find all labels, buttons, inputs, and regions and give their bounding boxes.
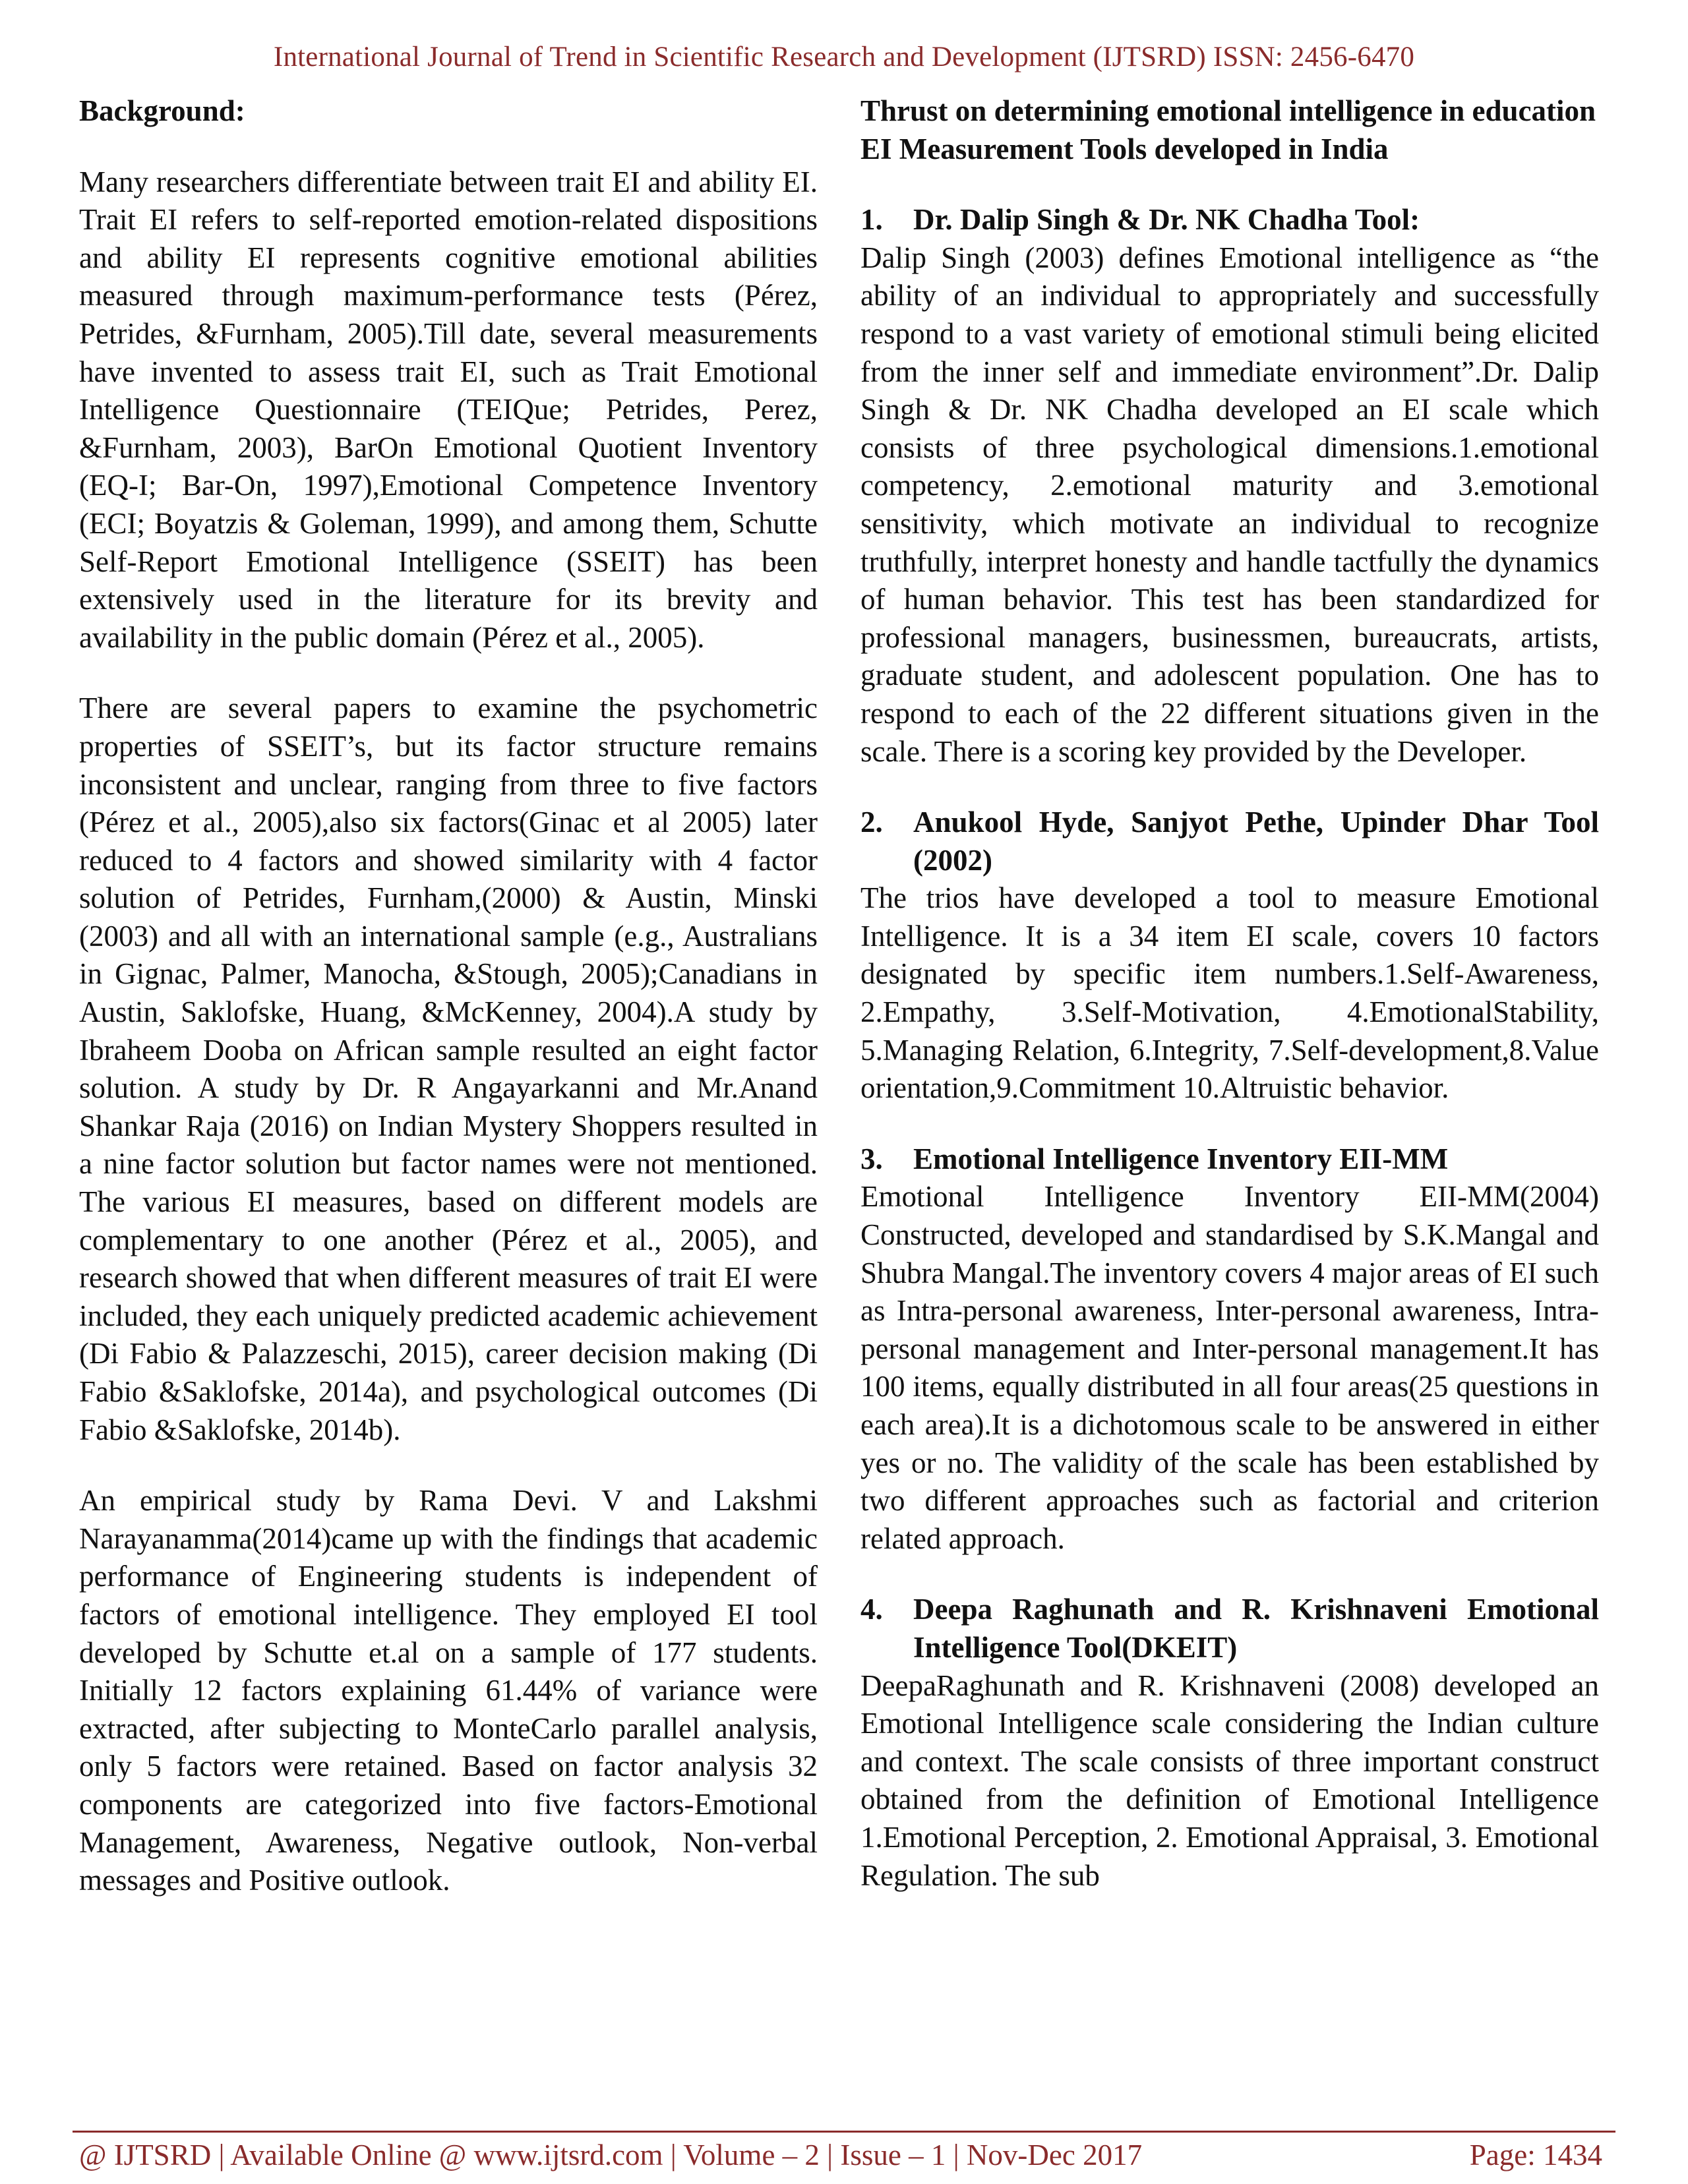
tool-2-title: Anukool Hyde, Sanjyot Pethe, Upinder Dhar Tool (2002) — [913, 806, 1599, 877]
footer-citation: @ IJTSRD | Available Online @ www.ijtsrd.com | Volume – 2 | Issue – 1 | Nov-Dec 2017 — [79, 2139, 1143, 2171]
tool-4-title: Deepa Raghunath and R. Krishnaveni Emotional Intelligence Tool(DKEIT) — [913, 1593, 1599, 1664]
tool-1-body: Dalip Singh (2003) defines Emotional intelligence as “the ability of an individual to appropriately and successfully respond to a vast variety of emotional stimuli being elicited from the inner self and immediate environment”.Dr. Dalip Singh & Dr. NK Chadha developed an EI scale which consists of three psychological dimensions.1.emotional competency, 2.emotional maturity and 3.emotional sensitivity, which motivate an individual to recognize truthfully, interpret honesty and handle tactfully the dynamics of human behavior. This test has been standardized for professional managers, businessmen, bureaucrats, artists, graduate student, and adolescent population. One has to respond to each of the 22 different situations given in the scale. There is a scoring key provided by the Developer. — [860, 241, 1599, 768]
tool-4-body: DeepaRaghunath and R. Krishnaveni (2008) developed an Emotional Intelligence scale considering the Indian culture and context. The scale consists of three important construct obtained from the definition of Emotional Intelligence 1.Emotional Perception, 2. Emotional Appraisal, 3. Emotional Regulation. The sub — [860, 1668, 1599, 1892]
background-heading: Background: — [79, 94, 245, 127]
tool-3-number: 3. — [860, 1142, 883, 1175]
tool-1-number: 1. — [860, 203, 883, 237]
tool-4-number: 4. — [860, 1593, 883, 1626]
page-number: Page: 1434 — [1469, 2139, 1602, 2171]
tool-3-body: Emotional Intelligence Inventory EII-MM(2004) Constructed, developed and standardised by S.K.Mangal and Shubra Mangal.The inventory covers 4 major areas of EI such as Intra-personal awareness, Inter-personal awareness, Intra-personal management and Inter-personal management.It has 100 items, equally distributed in all four areas(25 questions in each area).It is a dichotomous scale to be answered in either yes or no. The validity of the scale has been established by two different approaches such as factorial and criterion related approach. — [860, 1180, 1599, 1555]
page-footer — [79, 2138, 1602, 2172]
tool-1-title: Dr. Dalip Singh & Dr. NK Chadha Tool: — [913, 203, 1420, 237]
tool-2-body: The trios have developed a tool to measure Emotional Intelligence. It is a 34 item EI scale, covers 10 factors designated by specific item numbers.1.Self-Awareness, 2.Empathy, 3.Self-Motivation, 4.EmotionalStability, 5.Managing Relation, 6.Integrity, 7.Self-development,8.Value orientation,9.Commitment 10.Altruistic behavior. — [860, 881, 1599, 1105]
footer-divider — [73, 2131, 1615, 2133]
subsection-heading: EI Measurement Tools developed in India — [860, 132, 1389, 165]
background-paragraph-2: There are several papers to examine the psychometric properties of SSEIT’s, but its factor structure remains inconsistent and unclear, ranging from three to five factors (Pérez et al., 2005),also six factors(Ginac et al 2005) later reduced to 4 factors and showed similarity with 4 factor solution of Petrides, Furnham,(2000) & Austin, Minski (2003) and all with an international sample (e.g., Australians in Gignac, Palmer, Manocha, &Stough, 2005);Canadians in Austin, Saklofske, Huang, &McKenney, 2004).A study by Ibraheem Dooba on African sample resulted an eight factor solution. A study by Dr. R Angayarkanni and Mr.Anand Shankar Raja (2016) on Indian Mystery Shoppers resulted in a nine factor solution but factor names were not mentioned. The various EI measures, based on different models are complementary to one another (Pérez et al., 2005), and research showed that when different measures of trait EI were included, they each uniquely predicted academic achievement (Di Fabio & Palazzeschi, 2015), career decision making (Di Fabio &Saklofske, 2014a), and psychological outcomes (Di Fabio &Saklofske, 2014b). — [79, 692, 818, 1446]
tool-2-number: 2. — [860, 806, 883, 839]
tool-2-heading — [860, 804, 1599, 879]
background-paragraph-3: An empirical study by Rama Devi. V and Lakshmi Narayanamma(2014)came up with the findings that academic performance of Engineering students is independent of factors of emotional intelligence. They employed EI tool developed by Schutte et.al on a sample of 177 students. Initially 12 factors explaining 61.44% of variance were extracted, after subjecting to MonteCarlo parallel analysis, only 5 factors were retained. Based on factor analysis 32 components are categorized into five factors-Emotional Management, Awareness, Negative outlook, Non-verbal messages and Positive outlook. — [79, 1484, 818, 1897]
tool-3-heading — [860, 1140, 1599, 1179]
right-column — [860, 92, 1599, 1895]
tool-3-title: Emotional Intelligence Inventory EII-MM — [913, 1142, 1449, 1175]
section-heading: Thrust on determining emotional intelligence in education — [860, 94, 1596, 127]
journal-header: International Journal of Trend in Scientific Research and Development (IJTSRD) ISSN: 2456-6470 — [273, 42, 1415, 73]
left-column — [79, 92, 818, 1900]
tool-4-heading — [860, 1591, 1599, 1667]
tool-1-heading — [860, 201, 1599, 239]
background-paragraph-1: Many researchers differentiate between trait EI and ability EI. Trait EI refers to self-reported emotion-related dispositions and ability EI represents cognitive emotional abilities measured through maximum-performance tests (Pérez, Petrides, &Furnham, 2005).Till date, several measurements have invented to assess trait EI, such as Trait Emotional Intelligence Questionnaire (TEIQue; Petrides, Perez, &Furnham, 2003), BarOn Emotional Quotient Inventory (EQ-I; Bar-On, 1997),Emotional Competence Inventory (ECI; Boyatzis & Goleman, 1999), and among them, Schutte Self-Report Emotional Intelligence (SSEIT) has been extensively used in the literature for its brevity and availability in the public domain (Pérez et al., 2005). — [79, 165, 818, 654]
